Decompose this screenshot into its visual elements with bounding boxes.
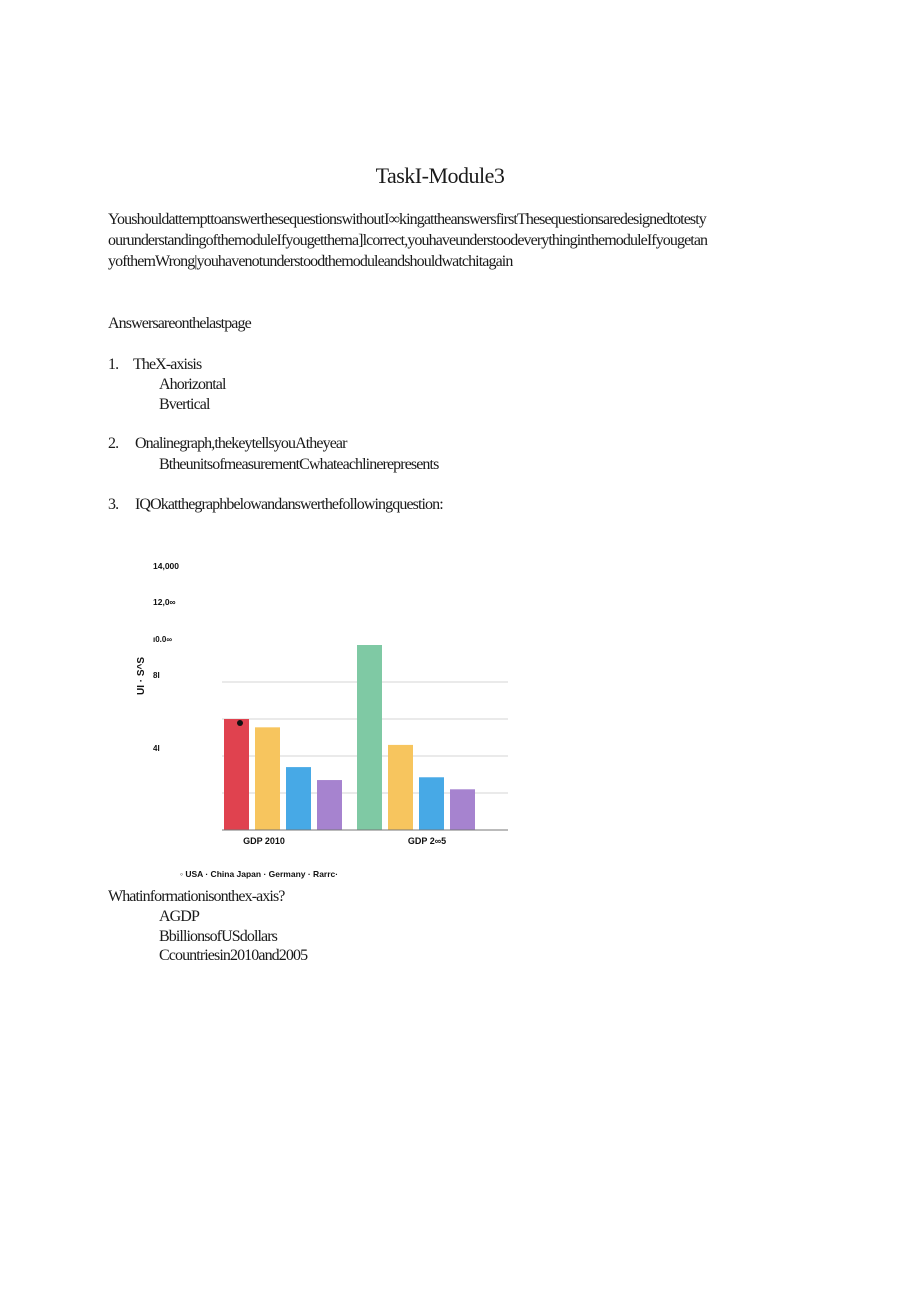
ytick-10000: ı0.0∞ xyxy=(153,635,173,644)
q2-text: Onalinegraph,thekeytellsyouAtheyear xyxy=(135,435,347,452)
q4-option-a: AGDP xyxy=(159,908,199,925)
bar-china-japan-2005 xyxy=(388,745,413,830)
q2-number: 2. xyxy=(108,435,119,452)
chart-legend: ◦ USA · China Japan · Germany · Rarrc· xyxy=(180,869,339,879)
gdp-bar-chart xyxy=(130,552,530,882)
bar-germany-2005 xyxy=(419,777,444,830)
q3-number: 3. xyxy=(108,496,119,513)
y-axis-label: UI · S^S xyxy=(136,656,147,696)
q1-option-a: Ahorizontal xyxy=(159,376,226,393)
q4-option-c: Ccountriesin2010and2005 xyxy=(159,947,308,964)
ytick-12000: 12,0∞ xyxy=(153,597,176,607)
q1-text: TheX-axisis xyxy=(133,356,202,373)
q2-options: BtheunitsofmeasurementCwhateachlinerepresents xyxy=(159,456,439,473)
chart-bars xyxy=(224,645,475,830)
q4-option-b: BbillionsofUSdollars xyxy=(159,928,278,945)
chart-svg xyxy=(130,552,530,882)
ytick-14000: 14,000 xyxy=(153,561,179,571)
ytick-8000: 8I xyxy=(153,671,160,680)
bar-rarrc-2010 xyxy=(317,780,342,830)
q1-option-b: Bvertical xyxy=(159,396,210,413)
intro-paragraph: YoushouldattempttoanswerthesequestionswithoutI∞kingattheanswersfirstThesequestionsaredesignedtotestyourunderstandingofthemoduleIfyougetthema]lcorrect,youhaveunderstoodeverythinginthemoduleIfyougetanyofthemWrong|youhavenotunderstoodthemoduleandshouldwatchitagain xyxy=(108,211,708,270)
bar-germany-2010 xyxy=(286,767,311,830)
ytick-4000: 4I xyxy=(153,744,160,753)
xtick-gdp-2005: GDP 2∞5 xyxy=(407,836,447,846)
q1-number: 1. xyxy=(108,356,119,373)
bar-usa-2010 xyxy=(224,719,249,830)
bar-rarrc-2005 xyxy=(450,789,475,830)
q3-text: IQOkatthegraphbelowandanswerthefollowingquestion: xyxy=(135,496,443,513)
bar-marker-dot xyxy=(237,720,243,726)
q4-text: Whatinformationisonthex-axis? xyxy=(108,888,285,905)
xtick-gdp-2010: GDP 2010 xyxy=(243,836,285,846)
answers-note: Answersareonthelastpage xyxy=(108,315,251,332)
bar-usa-2005 xyxy=(357,645,382,830)
page-title: TaskI-Module3 xyxy=(375,163,505,188)
bar-china-japan-2010 xyxy=(255,727,280,830)
